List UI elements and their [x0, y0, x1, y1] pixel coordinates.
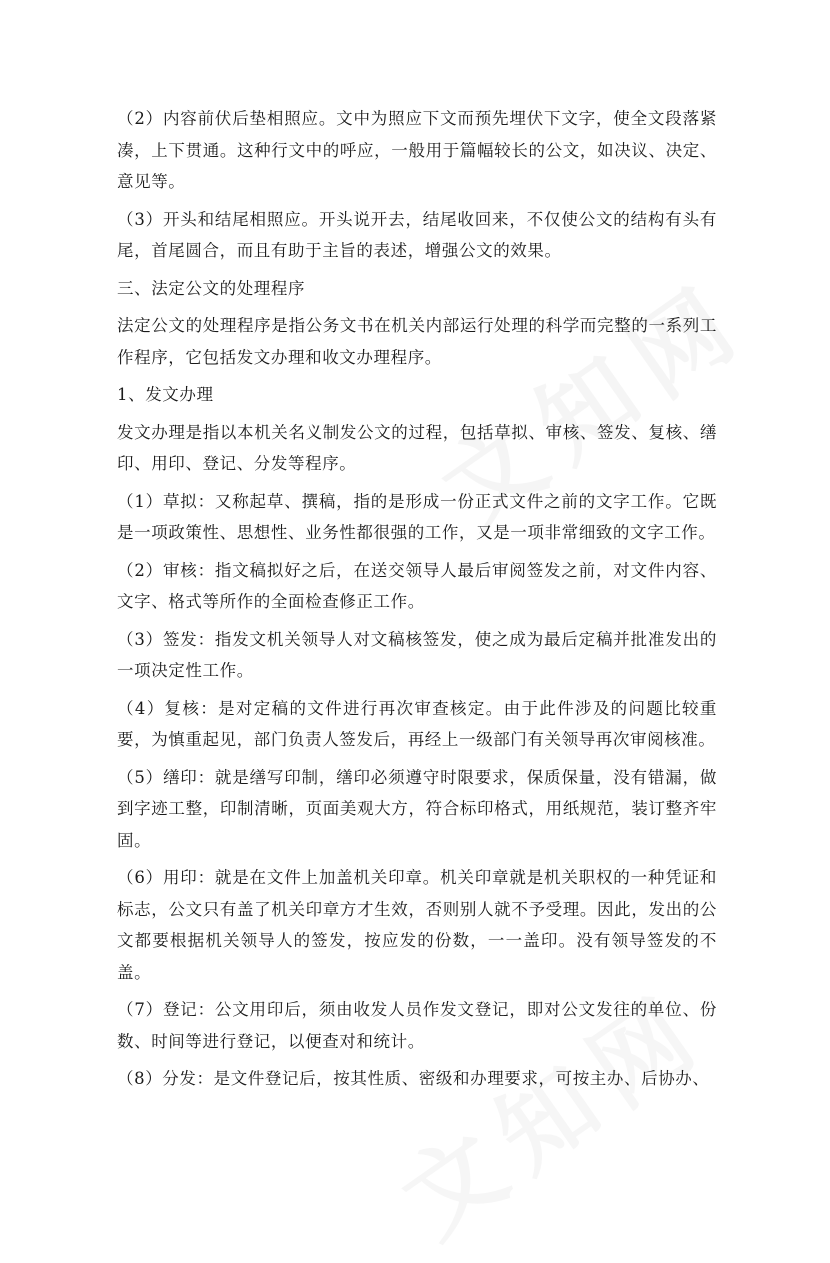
paragraph-distribution: （8）分发：是文件登记后，按其性质、密级和办理要求，可按主办、后协办、	[117, 1069, 710, 1088]
paragraph-drafting: （1）草拟：又称起草、撰稿，指的是形成一份正式文件之前的文字工作。它既是一项政策性、思想性、业务性都很强的工作，又是一项非常细致的文字工作。	[117, 491, 717, 542]
paragraph-sealing: （6）用印：就是在文件上加盖机关印章。机关印章就是机关职权的一种凭证和标志，公文只有盖了机关印章方才生效，否则别人就不予受理。因此，发出的公文都要根据机关领导人的签发，按应发的份数，一一盖印。没有领导签发的不盖。	[117, 868, 717, 982]
paragraph-review: （2）审核：指文稿拟好之后，在送交领导人最后审阅签发之前，对文件内容、文字、格式等所作的全面检查修正工作。	[117, 560, 717, 611]
paragraph-outgoing-definition: 发文办理是指以本机关名义制发公文的过程，包括草拟、审核、签发、复核、缮印、用印、登记、分发等程序。	[117, 422, 717, 473]
section-heading-processing: 三、法定公文的处理程序	[117, 278, 306, 298]
paragraph-recheck: （4）复核：是对定稿的文件进行再次审查核定。由于此件涉及的问题比较重要，为慎重起见，部门负责人签发后，再经上一级部门有关领导再次审阅核准。	[117, 698, 717, 749]
paragraph-processing-definition: 法定公文的处理程序是指公务文书在机关内部运行处理的科学而完整的一系列工作程序，它包括发文办理和收文办理程序。	[117, 316, 717, 367]
subheading-outgoing-handling: 1、发文办理	[117, 385, 214, 404]
paragraph-signing: （3）签发：指发文机关领导人对文稿核签发，使之成为最后定稿并批准发出的一项决定性工作。	[117, 629, 717, 680]
paragraph-item-2-foreshadow: （2）内容前伏后垫相照应。文中为照应下文而预先埋伏下文字，使全文段落紧凑，上下贯通。这种行文中的呼应，一般用于篇幅较长的公文，如决议、决定、意见等。	[117, 109, 717, 191]
document-body	[117, 103, 717, 1101]
paragraph-registration: （7）登记：公文用印后，须由收发人员作发文登记，即对公文发往的单位、份数、时间等进行登记，以便查对和统计。	[117, 1000, 717, 1051]
paragraph-printing: （5）缮印：就是缮写印制，缮印必须遵守时限要求，保质保量，没有错漏，做到字迹工整，印制清晰，页面美观大方，符合标印格式，用纸规范，装订整齐牢固。	[117, 767, 717, 850]
paragraph-item-3-opening-closing: （3）开头和结尾相照应。开头说开去，结尾收回来，不仅使公文的结构有头有尾，首尾圆合，而且有助于主旨的表述，增强公文的效果。	[117, 209, 717, 260]
